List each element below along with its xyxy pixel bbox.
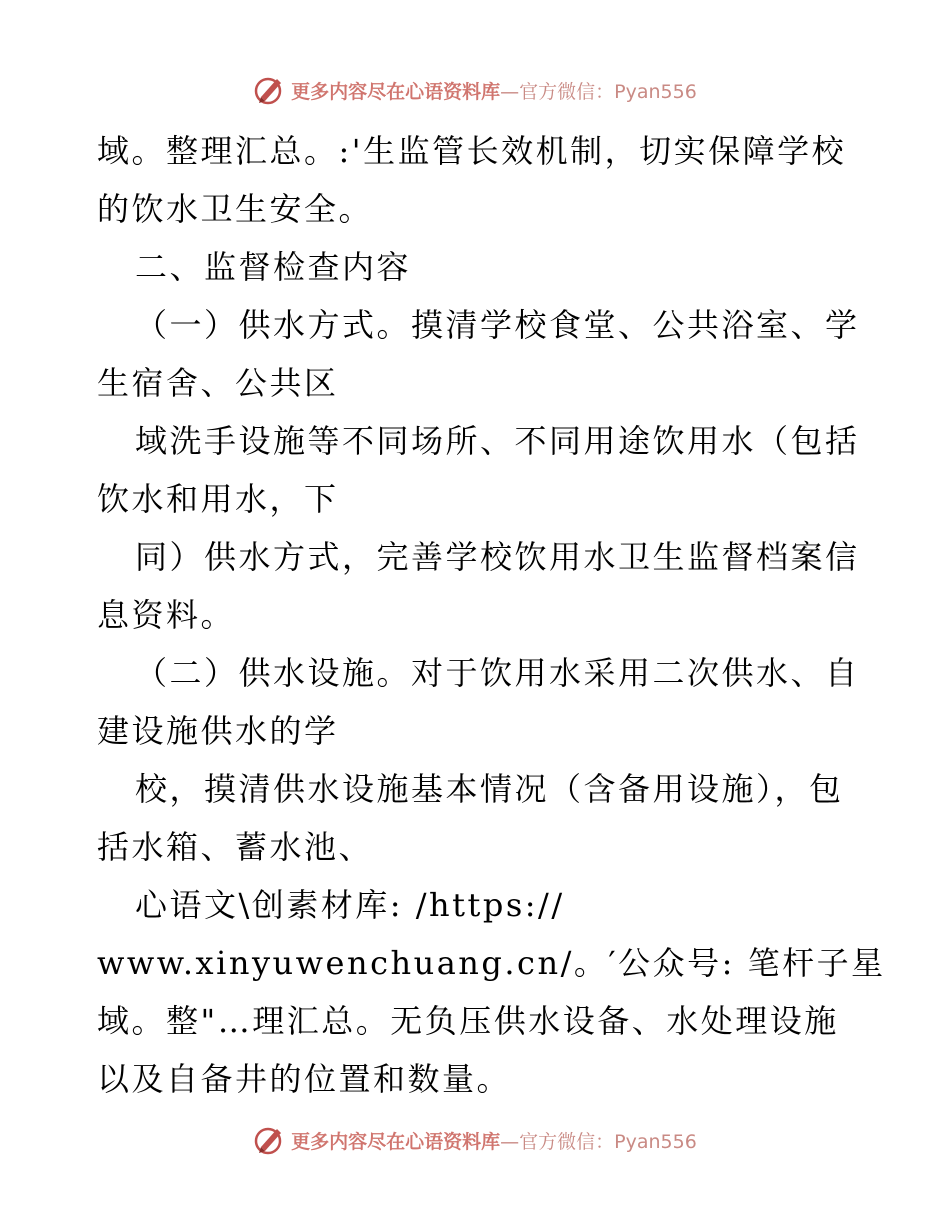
text-line: 域。整理汇总。:'生监管长效机制，切实保障学校 [97, 132, 847, 170]
text-line: （一）供水方式。摸清学校食堂、公共浴室、学 [135, 306, 860, 344]
pen-logo-icon [253, 1123, 287, 1157]
banner-separator: — [500, 80, 520, 103]
text-line: 括水箱、蓄水池、 [97, 828, 374, 866]
banner-text [291, 77, 697, 104]
text-line: 以及自备井的位置和数量。 [97, 1060, 512, 1098]
banner-label: 更多内容尽在心语资料库 [291, 80, 501, 103]
text-line: 生宿舍、公共区 [97, 364, 339, 402]
text-line: www.xinyuwenchuang.cn/。′公众号: 笔杆子星 [97, 944, 886, 982]
text-line: 的饮水卫生安全。 [97, 190, 374, 228]
text-line: 心语文\创素材库: /https:// [135, 886, 565, 924]
text-line: 域。整"…理汇总。无负压供水设备、水处理设施 [97, 1002, 839, 1040]
banner-separator: — [500, 1130, 520, 1153]
text-line: 饮水和用水，下 [97, 480, 339, 518]
banner-label: 更多内容尽在心语资料库 [291, 1130, 501, 1153]
text-line: 校，摸清供水设施基本情况（含备用设施），包 [135, 770, 844, 808]
document-body [97, 122, 886, 1108]
section-heading: 二、监督检查内容 [135, 248, 412, 286]
text-line: 息资料。 [97, 596, 236, 634]
text-line: 建设施供水的学 [97, 712, 339, 750]
text-line: 同）供水方式，完善学校饮用水卫生监督档案信 [135, 538, 860, 576]
footer-banner [0, 1120, 950, 1160]
banner-wechat: 官方微信：Pyan556 [519, 1130, 697, 1153]
banner-wechat: 官方微信：Pyan556 [519, 80, 697, 103]
banner-text [291, 1127, 697, 1154]
text-line: 域洗手设施等不同场所、不同用途饮用水（包括 [135, 422, 860, 460]
header-banner [0, 70, 950, 110]
text-line: （二）供水设施。对于饮用水采用二次供水、自 [135, 654, 860, 692]
pen-logo-icon [253, 73, 287, 107]
